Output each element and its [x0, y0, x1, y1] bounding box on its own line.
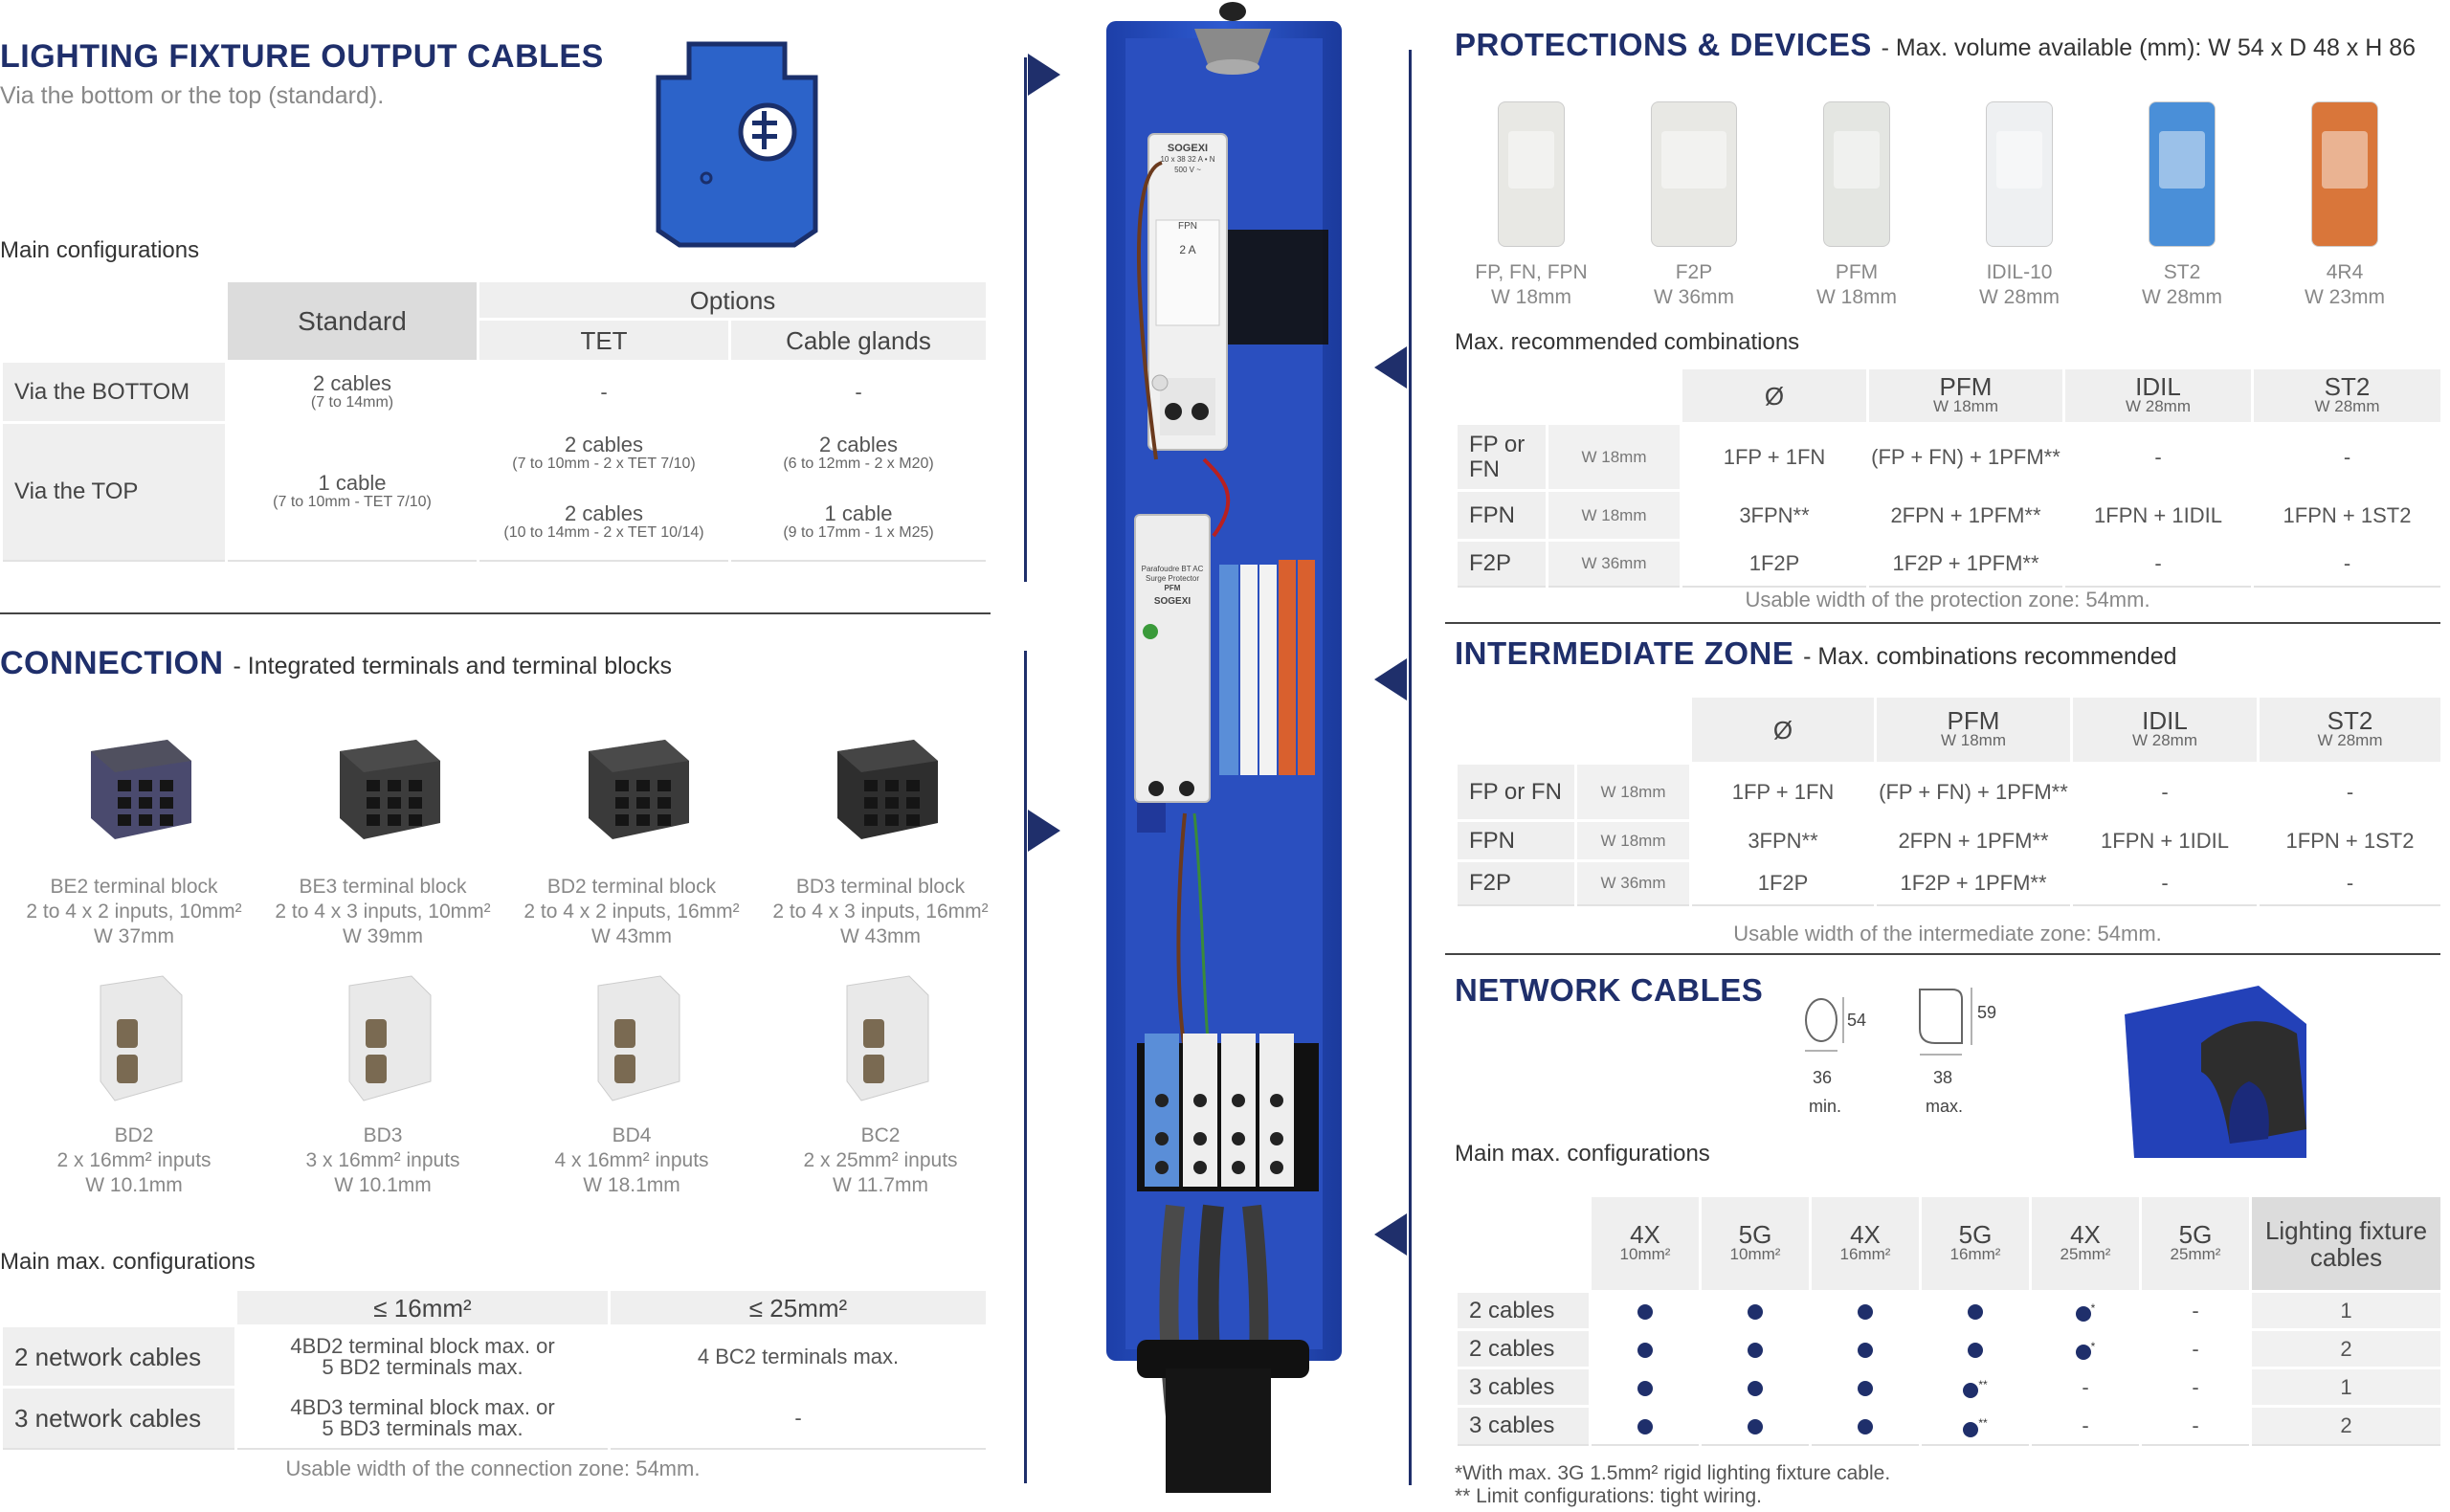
row-bottom-label: Via the BOTTOM — [2, 362, 227, 423]
row-width: W 18mm — [1548, 491, 1682, 541]
combo-cell: 1F2P — [1691, 861, 1876, 905]
device-image — [2311, 101, 2378, 247]
net-col-sub: 16mm² — [1949, 1244, 2001, 1263]
bullet-icon — [1637, 1304, 1653, 1320]
net-cell: - — [2031, 1368, 2141, 1407]
net-cell-note: ** — [1978, 1416, 1988, 1431]
net-cell — [1701, 1368, 1811, 1407]
terminal-block-image — [569, 732, 694, 847]
fuse-amp: 2 A — [1179, 243, 1196, 256]
net-cell-note: * — [2090, 1301, 2096, 1315]
connection-subtitle: - Integrated terminals and terminal blocks — [233, 653, 673, 679]
int-col-pfm-w: W 18mm — [1941, 730, 2006, 749]
int-col-empty: Ø — [1691, 697, 1876, 764]
col-idil-w: W 28mm — [2126, 396, 2191, 415]
max-width: 38 — [1933, 1068, 1953, 1087]
spd-brand: SOGEXI — [1153, 596, 1192, 607]
col-st2-w: W 28mm — [2314, 396, 2380, 415]
device-face — [2159, 131, 2205, 189]
net-col-main: 4X — [1850, 1219, 1881, 1249]
net-col-sub: 25mm² — [2060, 1244, 2111, 1263]
row-2-16: 4BD2 terminal block max. or 5 BD2 terminals max. — [236, 1326, 610, 1388]
lighting-main-config-label: Main configurations — [0, 237, 200, 263]
terminal-block-name: BD2 terminal block — [546, 876, 717, 898]
bullet-icon — [1637, 1419, 1653, 1434]
terminal-width: W 11.7mm — [833, 1174, 928, 1196]
device-face — [1661, 131, 1726, 189]
terminal-image — [833, 967, 938, 1110]
net-cell: - — [2141, 1368, 2251, 1407]
device-face — [1508, 131, 1554, 189]
combo-cell: 1FPN + 1IDIL — [2072, 821, 2259, 861]
row-width: W 36mm — [1548, 541, 1682, 587]
enclosure-image — [1099, 0, 1349, 1493]
bottom-standard-sub: (7 to 14mm) — [310, 393, 394, 411]
net-cell: - — [2141, 1292, 2251, 1330]
net-cell — [1921, 1407, 2031, 1445]
combo-cell: 1F2P + 1PFM** — [1868, 541, 2064, 587]
combo-cell: 3FPN** — [1691, 821, 1876, 861]
terminal-spec: 3 x 16mm² inputs — [305, 1149, 460, 1171]
top-tet-1-sub: (7 to 10mm - 2 x TET 7/10) — [512, 455, 696, 472]
terminal-block-width: W 39mm — [343, 925, 423, 947]
intermediate-usable-note: Usable width of the intermediate zone: 54mm. — [1733, 922, 2162, 945]
device-width: W 28mm — [2142, 286, 2222, 308]
bullet-icon — [1968, 1304, 1983, 1320]
intermediate-table — [1455, 695, 2443, 906]
row-label: FP or FN — [1457, 764, 1576, 821]
combo-cell: - — [2253, 424, 2442, 491]
bullet-icon — [1748, 1419, 1763, 1434]
net-col-main: 5G — [1738, 1219, 1772, 1249]
bullet-icon — [1963, 1383, 1978, 1398]
net-cell — [1591, 1330, 1701, 1368]
device-image — [1823, 101, 1890, 247]
combo-cell: 3FPN** — [1682, 491, 1868, 541]
terminal-width: W 10.1mm — [85, 1174, 183, 1196]
terminal-block-spec: 2 to 4 x 3 inputs, 16mm² — [772, 901, 989, 923]
net-cell — [1811, 1292, 1921, 1330]
lighting-subtitle: Via the bottom or the top (standard). — [0, 82, 385, 109]
arrow-left-icon — [1374, 1213, 1407, 1256]
combo-cell: 1FP + 1FN — [1691, 764, 1876, 821]
net-cell — [1701, 1330, 1811, 1368]
terminal-block-name: BD3 terminal block — [795, 876, 966, 898]
int-col-st2-w: W 28mm — [2317, 730, 2383, 749]
max-label: max. — [1926, 1097, 1964, 1116]
device-width: W 23mm — [2305, 286, 2385, 308]
net-col-main: 4X — [2070, 1219, 2101, 1249]
net-cell — [1921, 1292, 2031, 1330]
net-cell-note: ** — [1978, 1377, 1988, 1391]
combo-cell: - — [2064, 424, 2253, 491]
device-face — [1996, 131, 2042, 189]
device-image — [2149, 101, 2216, 247]
terminal-block-name: BE2 terminal block — [50, 876, 218, 898]
top-tet-2-sub: (10 to 14mm - 2 x TET 10/14) — [503, 523, 704, 541]
col-options: Options — [479, 281, 988, 320]
combo-cell: - — [2064, 541, 2253, 587]
combo-cell: 1F2P — [1682, 541, 1868, 587]
net-cell — [1591, 1407, 1701, 1445]
net-cell — [1701, 1407, 1811, 1445]
row-2-25: 4 BC2 terminals max. — [610, 1326, 988, 1388]
combos-label: Max. recommended combinations — [1455, 329, 1800, 355]
terminal-name: BD4 — [612, 1124, 652, 1146]
net-col-sub: 25mm² — [2170, 1244, 2221, 1263]
bullet-icon — [1748, 1304, 1763, 1320]
min-width: 36 — [1813, 1068, 1833, 1087]
row-label: FPN — [1457, 491, 1548, 541]
device-name: FP, FN, FPN — [1475, 261, 1588, 283]
net-cell — [1591, 1368, 1701, 1407]
top-tet-1: 2 cables — [565, 432, 643, 456]
min-height: 54 — [1847, 1011, 1867, 1030]
combo-cell: 1FPN + 1IDIL — [2064, 491, 2253, 541]
fuse-brand: SOGEXI — [1167, 143, 1209, 154]
terminal-name: BD3 — [363, 1124, 403, 1146]
net-cell — [2031, 1330, 2141, 1368]
bullet-icon — [1963, 1422, 1978, 1437]
bullet-icon — [1637, 1343, 1653, 1358]
net-row-label: 2 cables — [1457, 1330, 1591, 1368]
terminal-image — [86, 967, 191, 1110]
top-glands-2: 1 cable — [824, 500, 893, 525]
device-name: PFM — [1835, 261, 1879, 283]
row-top-label: Via the TOP — [2, 423, 227, 561]
combo-cell: 2FPN + 1PFM** — [1868, 491, 2064, 541]
intermediate-title-text: INTERMEDIATE ZONE — [1455, 635, 1794, 671]
combo-cell: - — [2072, 861, 2259, 905]
col-pfm: PFM — [1939, 371, 1993, 401]
protections-title-text: PROTECTIONS & DEVICES — [1455, 27, 1872, 62]
row-width: W 18mm — [1576, 764, 1691, 821]
fuse-rating: 10 x 38 32 A • N 500 V ~ — [1160, 155, 1215, 174]
terminal-image — [584, 967, 689, 1110]
device-name: F2P — [1675, 261, 1713, 283]
col-16mm: ≤ 16mm² — [236, 1290, 610, 1326]
arrow-right-icon — [1028, 810, 1060, 852]
net-col-lighting: Lighting fixture cables — [2251, 1196, 2442, 1292]
device-image — [1651, 101, 1737, 247]
combo-cell: - — [2072, 764, 2259, 821]
terminal-block-width: W 43mm — [591, 925, 672, 947]
arrow-right-icon — [1028, 54, 1060, 96]
device-face — [1834, 131, 1880, 189]
row-2-network: 2 network cables — [2, 1326, 236, 1388]
net-cell — [1921, 1330, 2031, 1368]
combo-cell: 1FPN + 1ST2 — [2259, 821, 2442, 861]
row-label: FP or FN — [1457, 424, 1548, 491]
device-width: W 28mm — [1979, 286, 2060, 308]
terminal-name: BD2 — [114, 1124, 154, 1146]
row-3-network: 3 network cables — [2, 1388, 236, 1449]
terminal-block-name: BE3 terminal block — [299, 876, 467, 898]
cable-section-diagram — [1799, 976, 2048, 1120]
int-col-idil: IDIL — [2142, 705, 2188, 735]
connection-title — [0, 645, 672, 682]
net-row-label: 3 cables — [1457, 1407, 1591, 1445]
terminal-block-width: W 43mm — [840, 925, 921, 947]
col-st2: ST2 — [2324, 371, 2371, 401]
row-width: W 36mm — [1576, 861, 1691, 905]
lighting-config-table — [0, 279, 989, 562]
net-cell — [1811, 1407, 1921, 1445]
terminal-block-image — [72, 732, 196, 847]
network-table — [1455, 1194, 2443, 1446]
col-empty: Ø — [1682, 368, 1868, 424]
combo-cell: - — [2253, 541, 2442, 587]
spd-label: Parafoudre BT AC Surge Protector — [1141, 565, 1204, 583]
combo-cell: - — [2259, 861, 2442, 905]
col-pfm-w: W 18mm — [1933, 396, 1998, 415]
net-row-label: 2 cables — [1457, 1292, 1591, 1330]
protections-title — [1455, 27, 2416, 63]
top-glands-1-sub: (6 to 12mm - 2 x M20) — [783, 455, 934, 472]
col-tet: TET — [479, 320, 730, 362]
bullet-icon — [1968, 1343, 1983, 1358]
device-width: W 18mm — [1491, 286, 1571, 308]
terminal-name: BC2 — [860, 1124, 901, 1146]
device-image — [1498, 101, 1565, 247]
spd-type: PFM — [1164, 584, 1181, 592]
terminal-block-spec: 2 to 4 x 2 inputs, 10mm² — [26, 901, 242, 923]
cable-cap-image — [2115, 976, 2316, 1167]
vertical-divider-right — [1409, 50, 1412, 1485]
net-cell — [2031, 1292, 2141, 1330]
net-row-lighting: 2 — [2251, 1330, 2442, 1368]
connection-config-table — [0, 1288, 989, 1450]
device-image — [1986, 101, 2053, 247]
col-idil: IDIL — [2135, 371, 2181, 401]
net-row-lighting: 1 — [2251, 1368, 2442, 1407]
vertical-divider-left-2 — [1024, 651, 1027, 1483]
net-cell — [1921, 1368, 2031, 1407]
top-standard: 1 cable — [318, 470, 387, 495]
network-max-config-label: Main max. configurations — [1455, 1141, 1710, 1167]
terminal-image — [335, 967, 440, 1110]
terminal-width: W 10.1mm — [334, 1174, 432, 1196]
row-width: W 18mm — [1548, 424, 1682, 491]
bullet-icon — [1858, 1419, 1873, 1434]
protections-table — [1455, 367, 2443, 588]
net-cell — [1811, 1330, 1921, 1368]
net-col-main: 5G — [2178, 1219, 2213, 1249]
protections-usable-note: Usable width of the protection zone: 54mm. — [1745, 588, 2150, 611]
vertical-divider-left — [1024, 57, 1027, 582]
net-col-sub: 16mm² — [1839, 1244, 1891, 1263]
intermediate-subtitle: - Max. combinations recommended — [1803, 643, 2177, 670]
top-glands-2-sub: (9 to 17mm - 1 x M25) — [783, 523, 934, 541]
bullet-icon — [1748, 1381, 1763, 1396]
terminal-block-width: W 37mm — [94, 925, 174, 947]
terminal-spec: 2 x 25mm² inputs — [803, 1149, 958, 1171]
combo-cell: 1FPN + 1ST2 — [2253, 491, 2442, 541]
net-cell: - — [2031, 1407, 2141, 1445]
row-3-16: 4BD3 terminal block max. or 5 BD3 terminals max. — [236, 1388, 610, 1449]
footnote-1: *With max. 3G 1.5mm² rigid lighting fixture cable. — [1455, 1462, 1891, 1484]
terminal-spec: 2 x 16mm² inputs — [56, 1149, 212, 1171]
bottom-glands: - — [730, 362, 988, 423]
combo-cell: 2FPN + 1PFM** — [1876, 821, 2072, 861]
bullet-icon — [2076, 1345, 2091, 1360]
net-row-lighting: 2 — [2251, 1407, 2442, 1445]
min-label: min. — [1809, 1097, 1842, 1116]
bullet-icon — [1858, 1343, 1873, 1358]
combo-cell: - — [2259, 764, 2442, 821]
intermediate-title — [1455, 635, 2177, 672]
connection-title-text: CONNECTION — [0, 645, 224, 681]
row-width: W 18mm — [1576, 821, 1691, 861]
divider — [1445, 622, 2440, 624]
bottom-standard: 2 cables — [313, 370, 391, 395]
lighting-title: LIGHTING FIXTURE OUTPUT CABLES — [0, 38, 604, 75]
net-col-main: 5G — [1958, 1219, 1993, 1249]
net-row-lighting: 1 — [2251, 1292, 2442, 1330]
max-height: 59 — [1977, 1003, 1997, 1022]
fuse-type: FPN — [1178, 221, 1197, 232]
top-standard-sub: (7 to 10mm - TET 7/10) — [273, 493, 432, 510]
row-label: F2P — [1457, 541, 1548, 587]
top-tet-2: 2 cables — [565, 500, 643, 525]
combo-cell: 1F2P + 1PFM** — [1876, 861, 2072, 905]
col-standard: Standard — [227, 281, 479, 362]
terminal-block-image — [818, 732, 943, 847]
bullet-icon — [1858, 1304, 1873, 1320]
net-cell — [1701, 1292, 1811, 1330]
net-cell: - — [2141, 1407, 2251, 1445]
cable-entry-image — [651, 34, 823, 250]
top-glands-1: 2 cables — [819, 432, 898, 456]
net-cell-note: * — [2090, 1339, 2096, 1353]
bullet-icon — [1858, 1381, 1873, 1396]
net-row-label: 3 cables — [1457, 1368, 1591, 1407]
arrow-left-icon — [1374, 658, 1407, 700]
combo-cell: (FP + FN) + 1PFM** — [1868, 424, 2064, 491]
network-title: NETWORK CABLES — [1455, 972, 1764, 1008]
net-cell — [1591, 1292, 1701, 1330]
net-cell: - — [2141, 1330, 2251, 1368]
row-3-25: - — [610, 1388, 988, 1449]
device-name: IDIL-10 — [1986, 261, 2053, 283]
bullet-icon — [2076, 1306, 2091, 1322]
device-name: 4R4 — [2326, 261, 2364, 283]
bottom-tet: - — [479, 362, 730, 423]
terminal-block-spec: 2 to 4 x 3 inputs, 10mm² — [275, 901, 491, 923]
terminal-spec: 4 x 16mm² inputs — [554, 1149, 709, 1171]
net-col-sub: 10mm² — [1619, 1244, 1671, 1263]
bullet-icon — [1637, 1381, 1653, 1396]
terminal-width: W 18.1mm — [583, 1174, 680, 1196]
combo-cell: (FP + FN) + 1PFM** — [1876, 764, 2072, 821]
int-col-pfm: PFM — [1947, 705, 2000, 735]
footnote-2: ** Limit configurations: tight wiring. — [1455, 1485, 1762, 1507]
row-label: FPN — [1457, 821, 1576, 861]
divider — [1445, 953, 2440, 955]
device-width: W 36mm — [1654, 286, 1734, 308]
col-cable-glands: Cable glands — [730, 320, 988, 362]
combo-cell: 1FP + 1FN — [1682, 424, 1868, 491]
net-cell — [1811, 1368, 1921, 1407]
int-col-st2: ST2 — [2327, 705, 2373, 735]
row-label: F2P — [1457, 861, 1576, 905]
divider — [0, 612, 991, 614]
device-name: ST2 — [2163, 261, 2201, 283]
col-25mm: ≤ 25mm² — [610, 1290, 988, 1326]
connection-max-config-label: Main max. configurations — [0, 1249, 256, 1275]
protections-subtitle: - Max. volume available (mm): W 54 x D 48 x H 86 — [1881, 34, 2417, 61]
bullet-icon — [1748, 1343, 1763, 1358]
terminal-block-spec: 2 to 4 x 2 inputs, 16mm² — [523, 901, 740, 923]
device-width: W 18mm — [1816, 286, 1897, 308]
device-face — [2322, 131, 2368, 189]
net-col-sub: 10mm² — [1729, 1244, 1781, 1263]
net-col-main: 4X — [1630, 1219, 1660, 1249]
arrow-left-icon — [1374, 346, 1407, 389]
int-col-idil-w: W 28mm — [2132, 730, 2197, 749]
terminal-block-image — [321, 732, 445, 847]
connection-usable-note: Usable width of the connection zone: 54mm. — [285, 1456, 701, 1480]
